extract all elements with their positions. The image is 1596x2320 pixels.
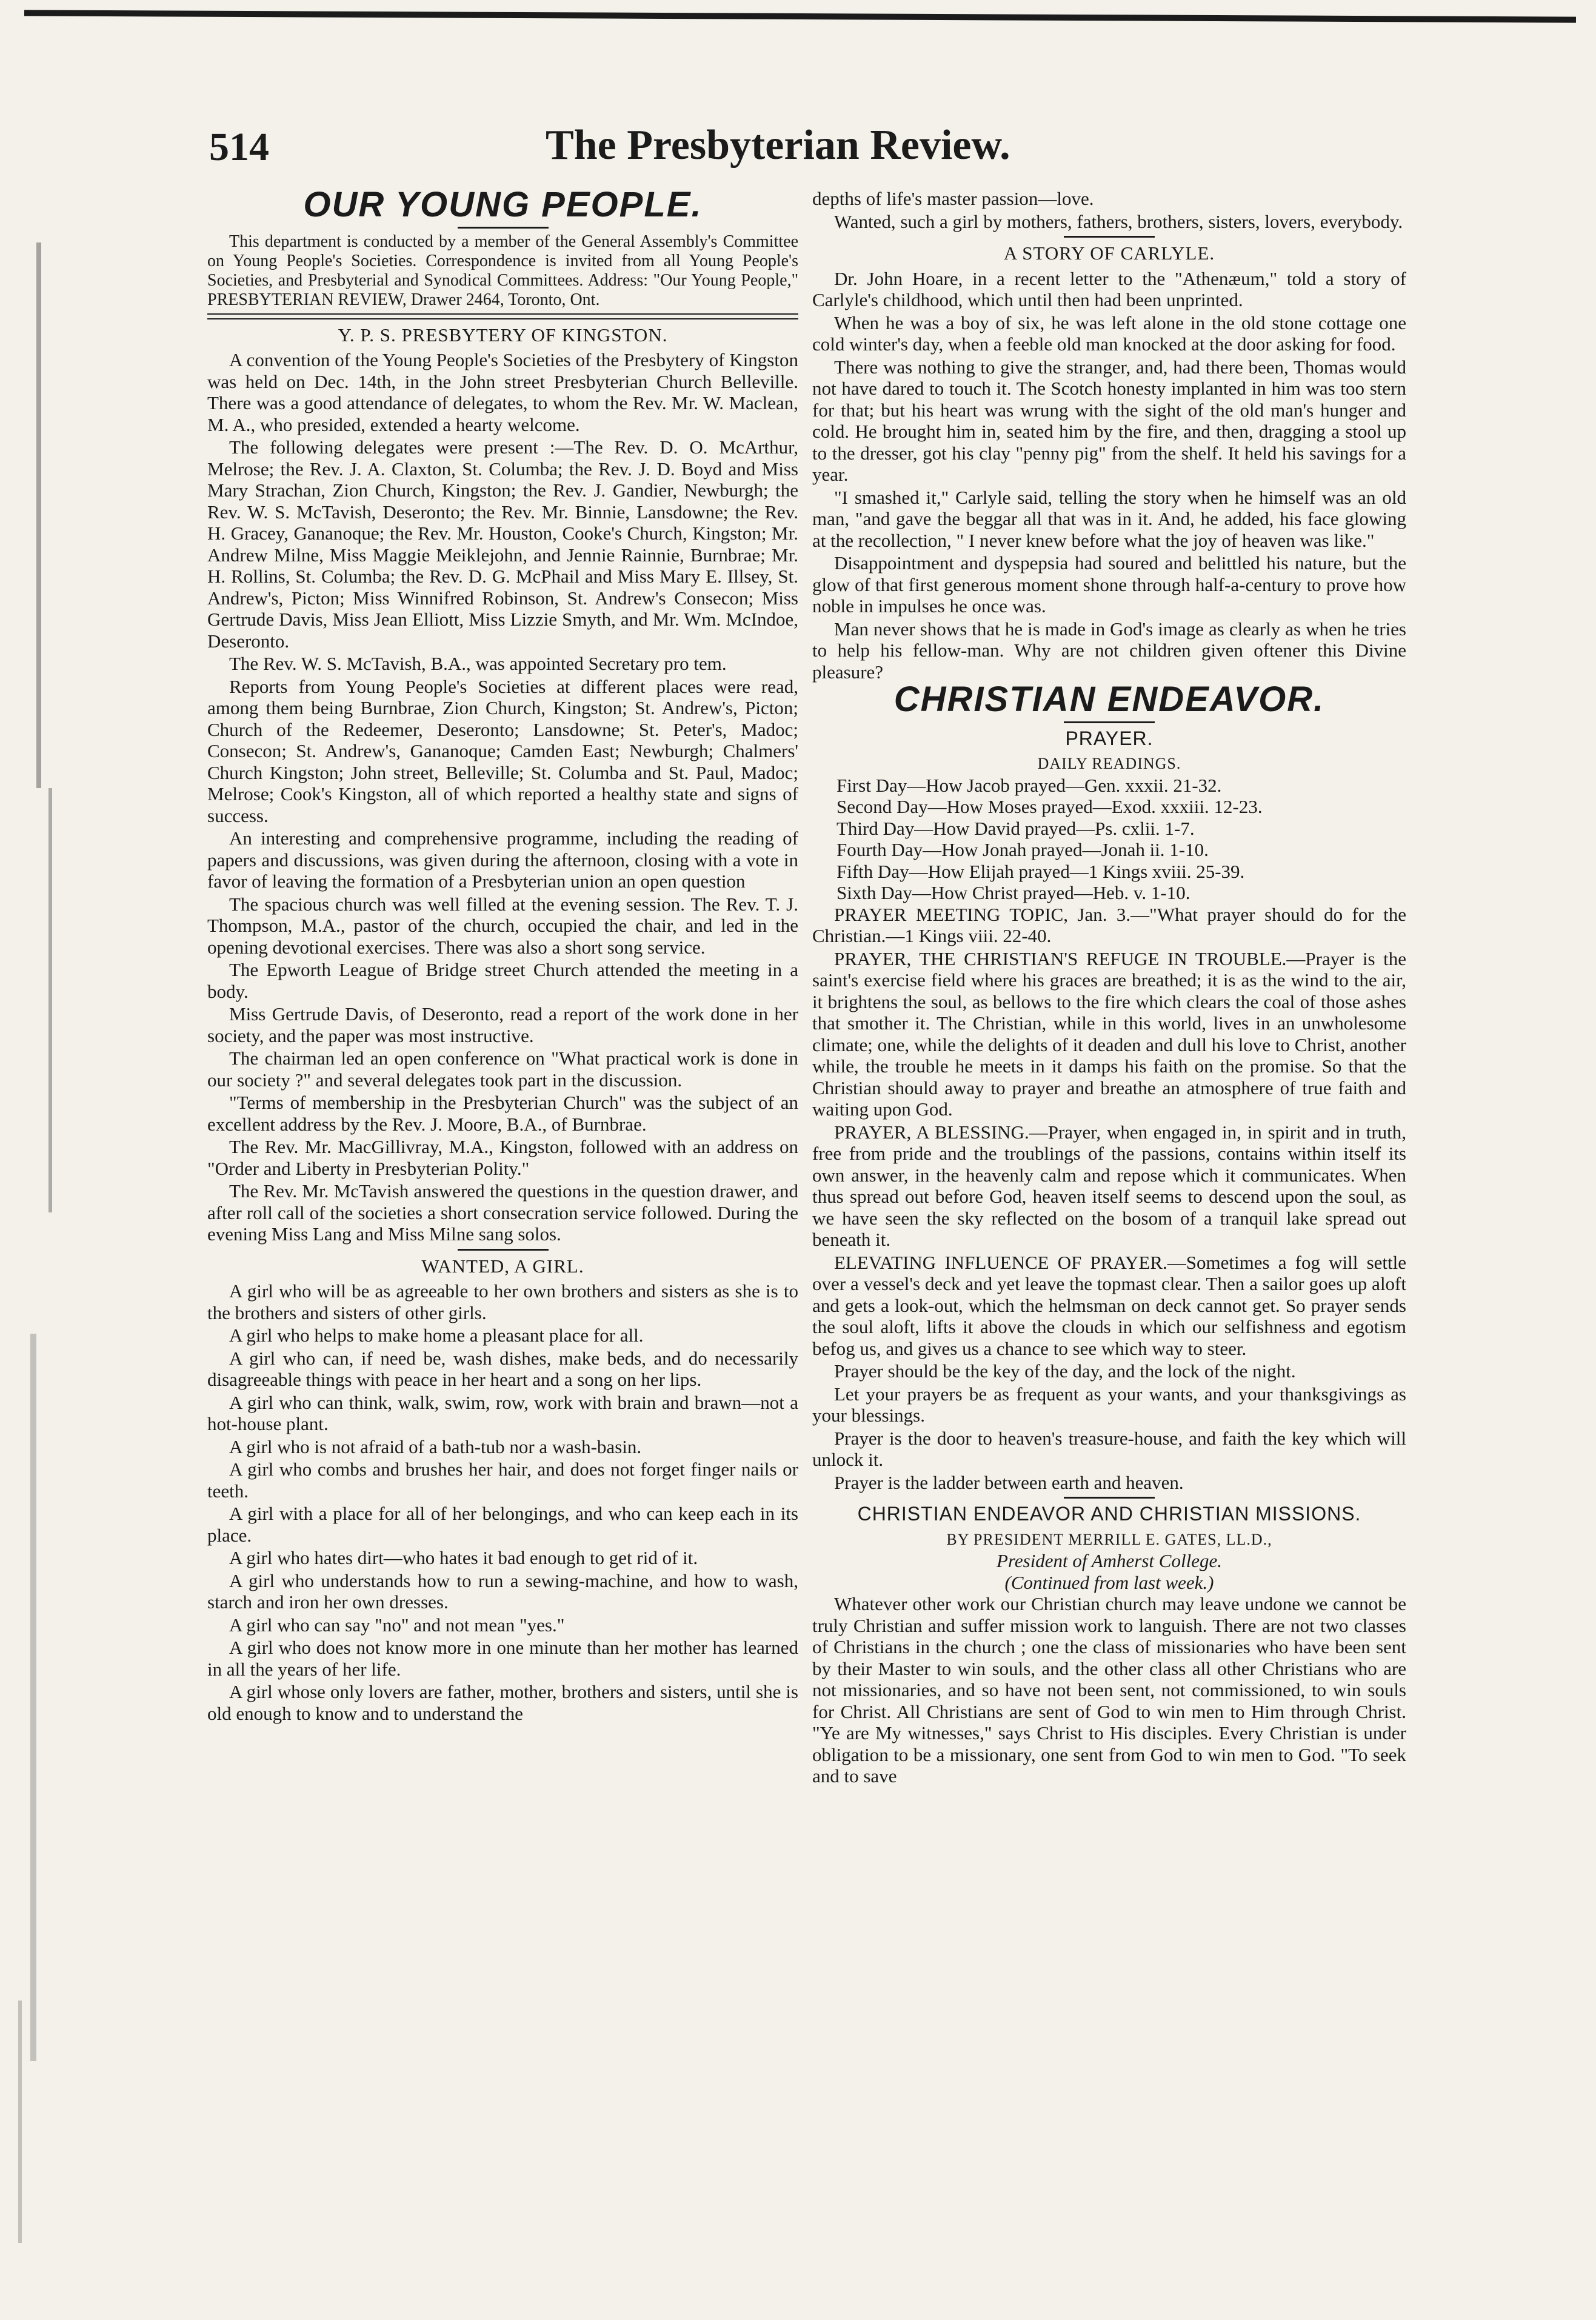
divider [1064, 721, 1155, 723]
paragraph: A girl who helps to make home a pleasant place for all. [229, 1325, 644, 1346]
paragraph: A girl who can think, walk, swim, row, work with brain and brawn—not a hot-house plant. [207, 1391, 798, 1434]
paragraph: A girl who hates dirt—who hates it bad enough to get rid of it. [229, 1547, 698, 1568]
scan-margin-noise [0, 182, 73, 2304]
left-column [207, 185, 798, 1725]
paragraph: PRAYER, A BLESSING.—Prayer, when engaged in, in spirit and in truth, free from pride and the troublings of the passions, contains within itself its own answer, in the heavenly calm and repose which it communicates. When thus spread out before God, heaven itself seems to descend upon the soul, as we have seen the sky reflected on the bosom of a tranquil lake spread out beneath it. [812, 1121, 1406, 1250]
paragraph: When he was a boy of six, he was left alone in the old stone cottage one cold winter's day, when a feeble old man knocked at the door asking for food. [812, 312, 1406, 355]
paragraph: A convention of the Young People's Societies of the Presbytery of Kingston was held on Dec. 14th, in the John street Presbyterian Church Belleville. There was a good attendance of delegates, to whom the Rev. Mr. W. Maclean, M. A., who presided, extended a hearty welcome. [207, 349, 798, 435]
article-title-missions: CHRISTIAN ENDEAVOR AND CHRISTIAN MISSIONS. [857, 1503, 1361, 1525]
paragraph: There was nothing to give the stranger, and, had there been, Thomas would not have dared to touch it. The Scotch honesty implanted in him was too stern for that; but his heart was wrung with the sight of the old man's hunger and cold. He brought him in, seated him by the fire, and then, dragging a stool up to the dresser, got his clay "penny pig" from the shelf. It held his savings for a year. [812, 356, 1406, 485]
paragraph: The Rev. Mr. MacGillivray, M.A., Kingston, followed with an address on "Order and Liberty in Presbyterian Polity." [207, 1136, 798, 1179]
double-divider [207, 313, 798, 319]
paragraph: Prayer is the door to heaven's treasure-house, and faith the key which will unlock it. [812, 1427, 1406, 1470]
article-title-carlyle: A STORY OF CARLYLE. [1003, 242, 1215, 264]
paragraph: A girl who does not know more in one minute than her mother has learned in all the years of her life. [207, 1637, 798, 1680]
paragraph: A girl whose only lovers are father, mother, brothers and sisters, until she is old enough to know and to understand the [207, 1681, 798, 1724]
list-item: Second Day—How Moses prayed—Exod. xxxiii. 12-23. [836, 796, 1263, 817]
continued-note: (Continued from last week.) [1004, 1571, 1214, 1593]
paragraph: A girl who can say "no" and not mean "yes." [229, 1614, 565, 1636]
paragraph: The spacious church was well filled at the evening session. The Rev. T. J. Thompson, M.A., pastor of the church, occupied the chair, and led in the opening devotional exercises. There was also a short song service. [207, 893, 798, 958]
section-title-young-people: OUR YOUNG PEOPLE. [303, 185, 703, 224]
paragraph: Wanted, such a girl by mothers, fathers, brothers, sisters, lovers, everybody. [834, 210, 1403, 232]
paragraph: Miss Gertrude Davis, of Deseronto, read a report of the work done in her society, and the paper was most instructive. [207, 1003, 798, 1046]
paragraph: "I smashed it," Carlyle said, telling the story when he himself was an old man, "and gave the beggar all that was in it. And, he added, his face glowing at the recollection, " I never knew before what the joy of heaven was like." [812, 486, 1406, 551]
paragraph: A girl who combs and brushes her hair, and does not forget finger nails or teeth. [207, 1459, 798, 1502]
paragraph: Let your prayers be as frequent as your wants, and your thanksgivings as your blessings. [812, 1383, 1406, 1426]
paragraph: ELEVATING INFLUENCE OF PRAYER.—Sometimes a fog will settle over a vessel's deck and yet leave the topmast clear. Then a sailor goes up aloft and gets a look-out, which the helmsman on deck cannot get. So prayer sends the soul aloft, lifts it above the clouds in which our selfishness and egotism befog us, and gives us a chance to see which way to steer. [812, 1251, 1406, 1359]
paragraph: Prayer should be the key of the day, and the lock of the night. [834, 1360, 1296, 1382]
paragraph: depths of life's master passion—love. [812, 188, 1094, 209]
paragraph: A girl who will be as agreeable to her own brothers and sisters as she is to the brothers and sisters of other girls. [207, 1280, 798, 1323]
list-item: Sixth Day—How Christ prayed—Heb. v. 1-10. [836, 882, 1190, 903]
paragraph: The Rev. W. S. McTavish, B.A., was appointed Secretary pro tem. [229, 653, 727, 674]
divider [458, 227, 549, 229]
article-title-wanted: WANTED, A GIRL. [421, 1255, 584, 1277]
paragraph: A girl who can, if need be, wash dishes, make beds, and do necessarily disagreeable things with peace in her heart and a song on her lips. [207, 1347, 798, 1390]
right-column [812, 188, 1406, 1788]
department-intro: This department is conducted by a member of the General Assembly's Committee on Young People's Societies. Correspondence is invited from all Young People's Societies, and Presbyterial and Synodical Committees. Address: "Our Young People," PRESBYTERIAN REVIEW, Drawer 2464, Toronto, Ont. [207, 232, 798, 309]
list-item: Fourth Day—How Jonah prayed—Jonah ii. 1-10. [836, 839, 1209, 860]
paragraph: The chairman led an open conference on "What practical work is done in our society ?" and several delegates took part in the discussion. [207, 1048, 798, 1091]
divider [1064, 1497, 1155, 1499]
paragraph: A girl with a place for all of her belongings, and who can keep each in its place. [207, 1503, 798, 1546]
article-title-kingston: Y. P. S. PRESBYTERY OF KINGSTON. [338, 324, 668, 346]
paragraph: PRAYER, THE CHRISTIAN'S REFUGE IN TROUBLE.—Prayer is the saint's exercise field where his graces are breathed; it is as the wind to the air, it brightens the soul, as bellows to the fire which clears the coal of those ashes that smother it. The Christian, while in this world, lives in an unwholesome climate; one, while the delights of it deaden and dull his love to Christ, another while, the trouble he meets in it damps his faith on the promise. So that the Christian should away to prayer and breathe an atmosphere of true faith and waiting upon God. [812, 948, 1406, 1120]
paragraph: An interesting and comprehensive programme, including the reading of papers and discussions, was given during the afternoon, closing with a vote in favor of leaving the formation of a Presbyterian union an open question [207, 827, 798, 892]
paragraph: Reports from Young People's Societies at different places were read, among them being Burnbrae, Zion Church, Kingston; St. Andrew's, Picton; Church of the Redeemer, Deseronto; Lansdowne; St. Peter's, Madoc; Consecon; St. Andrew's, Gananoque; Camden East; Newburgh; Chalmers' Church Kingston; John street, Belleville; St. Columba and St. Paul, Madoc; Melrose; Cook's Kingston, all of which reported a healthy state and signs of success. [207, 675, 798, 826]
paragraph: The Rev. Mr. McTavish answered the questions in the question drawer, and after roll call of the societies a short consecration service followed. During the evening Miss Lang and Miss Milne sang solos. [207, 1180, 798, 1245]
paragraph: Dr. John Hoare, in a recent letter to the "Athenæum," told a story of Carlyle's childhood, which until then had been unprinted. [812, 267, 1406, 310]
paragraph: A girl who understands how to run a sewing-machine, and how to wash, starch and iron her own dresses. [207, 1570, 798, 1613]
top-rule [24, 10, 1576, 22]
daily-readings-label: DAILY READINGS. [1037, 755, 1181, 772]
paragraph: A girl who is not afraid of a bath-tub nor a wash-basin. [229, 1436, 642, 1457]
divider [1064, 236, 1155, 238]
readings-list [812, 775, 1406, 904]
masthead-title: The Presbyterian Review. [546, 122, 1010, 169]
byline: BY PRESIDENT MERRILL E. GATES, LL.D., [946, 1530, 1272, 1548]
list-item: Fifth Day—How Elijah prayed—1 Kings xviii. 25-39. [836, 860, 1245, 882]
paragraph: The following delegates were present :—The Rev. D. O. McArthur, Melrose; the Rev. J. A. Claxton, St. Columba; the Rev. J. D. Boyd and Miss Mary Strachan, Zion Church, Kingston; the Rev. J. Gandier, Newburgh; the Rev. W. S. McTavish, Deseronto; the Rev. Mr. Binnie, Lansdowne; the Rev. H. Gracey, Gananoque; the Rev. Mr. Houston, Cooke's Church, Kingston; Mr. Andrew Milne, Miss Maggie Meiklejohn, and Jennie Rainnie, Burnbrae; Mr. H. Rollins, St. Columba; the Rev. D. G. McPhail and Miss Mary E. Illsey, St. Andrew's, Picton; Miss Winnifred Robinson, St. Andrew's Consecon; Miss Gertrude Davis, Miss Jean Elliott, Miss Lizzie Smyth, and Mr. Wm. McIndoe, Deseronto. [207, 436, 798, 652]
page-number: 514 [209, 125, 269, 169]
paragraph: Prayer is the ladder between earth and heaven. [834, 1471, 1184, 1493]
paragraph: Whatever other work our Christian church may leave undone we cannot be truly Christian and suffer mission work to languish. There are not two classes of Christians in the church ; one the class of missionaries who have been sent by their Master to win souls, and the other class all other Christians who are not missionaries, and so have not been sent, not commissioned, to win souls for Christ. All Christians are sent of God to win men to Him through Christ. "Ye are My witnesses," says Christ to His disciples. Every Christian is under obligation to be a missionary, one sent from God to win men to God. "To seek and to save [812, 1593, 1406, 1787]
paragraph: The Epworth League of Bridge street Church attended the meeting in a body. [207, 959, 798, 1002]
section-title-christian-endeavor: CHRISTIAN ENDEAVOR. [893, 680, 1325, 719]
paragraph: Man never shows that he is made in God's image as clearly as when he tries to help his fellow-man. Why are not children given oftener this Divine pleasure? [812, 618, 1406, 683]
list-item: First Day—How Jacob prayed—Gen. xxxii. 21-32. [836, 774, 1222, 796]
paragraph: PRAYER MEETING TOPIC, Jan. 3.—"What prayer should do for the Christian.—1 Kings viii. 22-40. [812, 903, 1406, 946]
divider [458, 1249, 549, 1251]
paragraph: "Terms of membership in the Presbyterian Church" was the subject of an excellent address by the Rev. J. Moore, B.A., of Burnbrae. [207, 1092, 798, 1135]
article-title-prayer: PRAYER. [1065, 727, 1154, 749]
list-item: Third Day—How David prayed—Ps. cxlii. 1-7. [836, 817, 1195, 839]
paragraph: Disappointment and dyspepsia had soured and belittled his nature, but the glow of that first generous moment shone through half-a-century to prove how noble in impulses he once was. [812, 552, 1406, 617]
author-affiliation: President of Amherst College. [997, 1550, 1222, 1571]
